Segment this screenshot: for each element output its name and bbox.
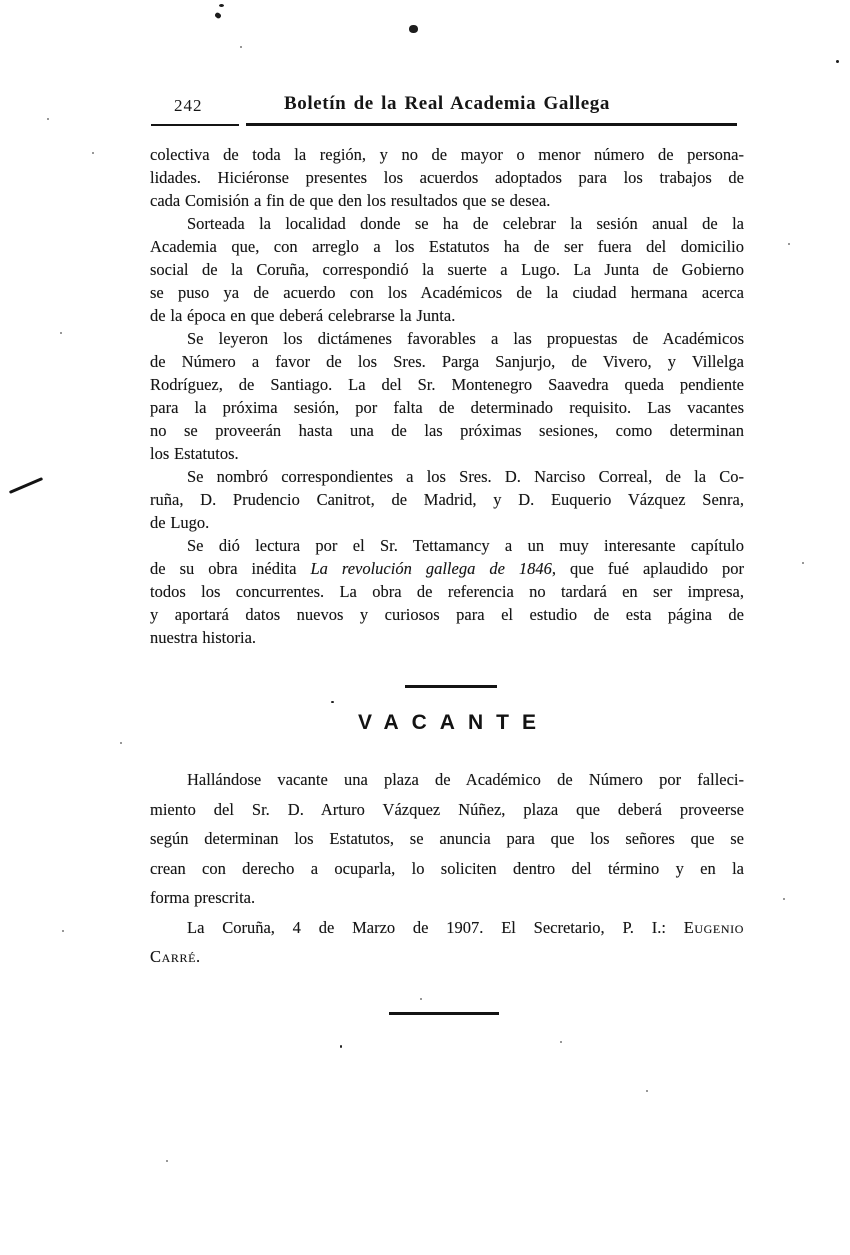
end-divider	[389, 1012, 499, 1015]
text-segment: forma prescrita.	[150, 888, 256, 907]
text-segment: La Coruña, 4 de Marzo de 1907. El Secretario, P. I.:	[187, 917, 684, 937]
text-segment: de la época en que deberá celebrarse la Junta.	[150, 306, 456, 325]
text-segment: Se dió lectura por el Sr. Tettamancy a un muy interesante capítulo	[187, 536, 744, 555]
text-segment: Sorteada la localidad donde se ha de celebrar la sesión anual de la	[187, 214, 744, 233]
text-segment: se puso ya de acuerdo con los Académicos de la ciudad hermana acerca	[150, 283, 744, 302]
text-segment: cada Comisión a fin de que den los resultados que se desea.	[150, 191, 551, 210]
paragraph	[150, 327, 744, 465]
journal-title: Boletín de la Real Academia Gallega	[283, 93, 610, 114]
text-line	[150, 235, 744, 258]
header-rule-right	[246, 123, 737, 126]
text-line	[150, 166, 744, 189]
text-line	[150, 580, 744, 603]
header-rule-left	[151, 124, 239, 126]
text-segment: Hallándose vacante una plaza de Académico de Número por falleci-	[187, 770, 744, 789]
paragraph	[150, 212, 744, 327]
paragraph	[150, 534, 744, 649]
page-number: 242	[174, 96, 203, 115]
text-line	[150, 626, 744, 649]
text-line	[150, 465, 744, 488]
text-segment: de Número a favor de los Sres. Parga Sanjurjo, de Vivero, y Villelga	[150, 352, 744, 371]
text-line	[150, 189, 744, 212]
paragraph	[150, 913, 744, 972]
minutes-text	[150, 143, 744, 649]
text-line	[150, 824, 744, 854]
text-line	[150, 488, 744, 511]
text-segment: todos los concurrentes. La obra de referencia no tardará en ser impresa,	[150, 582, 744, 601]
text-line	[150, 281, 744, 304]
text-line	[150, 304, 744, 327]
text-line	[150, 143, 744, 166]
text-segment: social de la Coruña, correspondió la suerte a Lugo. La Junta de Gobierno	[150, 260, 744, 279]
text-line	[150, 534, 744, 557]
text-line	[150, 603, 744, 626]
paragraph	[150, 143, 744, 212]
text-segment: de Lugo.	[150, 513, 210, 532]
text-segment: para la próxima sesión, por falta de determinado requisito. Las vacantes	[150, 398, 744, 417]
text-line	[150, 258, 744, 281]
smallcaps-text: Eugenio	[683, 917, 744, 937]
text-line	[150, 854, 744, 884]
text-segment: y aportará datos nuevos y curiosos para el estudio de esta página de	[150, 605, 744, 624]
text-line	[150, 350, 744, 373]
text-segment: Rodríguez, de Santiago. La del Sr. Montenegro Saavedra queda pendiente	[150, 375, 744, 394]
text-line	[150, 511, 744, 534]
text-line	[150, 913, 744, 943]
paragraph	[150, 465, 744, 534]
text-line	[150, 396, 744, 419]
text-line	[150, 765, 744, 795]
text-line	[150, 942, 744, 972]
smallcaps-text: Carré.	[150, 947, 201, 966]
text-line	[150, 212, 744, 235]
text-segment: Se leyeron los dictámenes favorables a las propuestas de Académicos	[187, 329, 744, 348]
text-segment: crean con derecho a ocuparla, lo soliciten dentro del término y en la	[150, 858, 744, 878]
text-segment: ruña, D. Prudencio Canitrot, de Madrid, y D. Euquerio Vázquez Senra,	[150, 490, 744, 509]
text-segment: colectiva de toda la región, y no de mayor o menor número de persona-	[150, 145, 744, 164]
text-segment: Academia que, con arreglo a los Estatutos ha de ser fuera del domicilio	[150, 237, 744, 256]
vacante-heading: VACANTE	[358, 711, 549, 734]
italic-text: La revolución gallega de 1846	[310, 559, 552, 578]
text-segment: , que fué aplaudido por	[551, 559, 744, 578]
text-segment: miento del Sr. D. Arturo Vázquez Núñez, plaza que deberá proveerse	[150, 799, 744, 819]
text-line	[150, 419, 744, 442]
text-line	[150, 883, 744, 913]
text-segment: no se proveerán hasta una de las próximas sesiones, como determinan	[150, 421, 744, 440]
text-line	[150, 557, 744, 580]
text-segment: los Estatutos.	[150, 444, 239, 463]
text-segment: según determinan los Estatutos, se anuncia para que los señores que se	[150, 829, 744, 848]
text-line	[150, 442, 744, 465]
text-segment: nuestra historia.	[150, 628, 257, 647]
text-line	[150, 795, 744, 825]
section-divider	[405, 685, 497, 688]
vacante-text	[150, 765, 744, 972]
text-line	[150, 373, 744, 396]
paragraph	[150, 765, 744, 913]
text-segment: Se nombró correspondientes a los Sres. D. Narciso Correal, de la Co-	[187, 467, 744, 486]
margin-pen-mark	[9, 477, 43, 494]
text-segment: de su obra inédita	[150, 559, 311, 578]
text-segment: lidades. Hiciéronse presentes los acuerdos adoptados para los trabajos de	[150, 168, 744, 187]
text-line	[150, 327, 744, 350]
